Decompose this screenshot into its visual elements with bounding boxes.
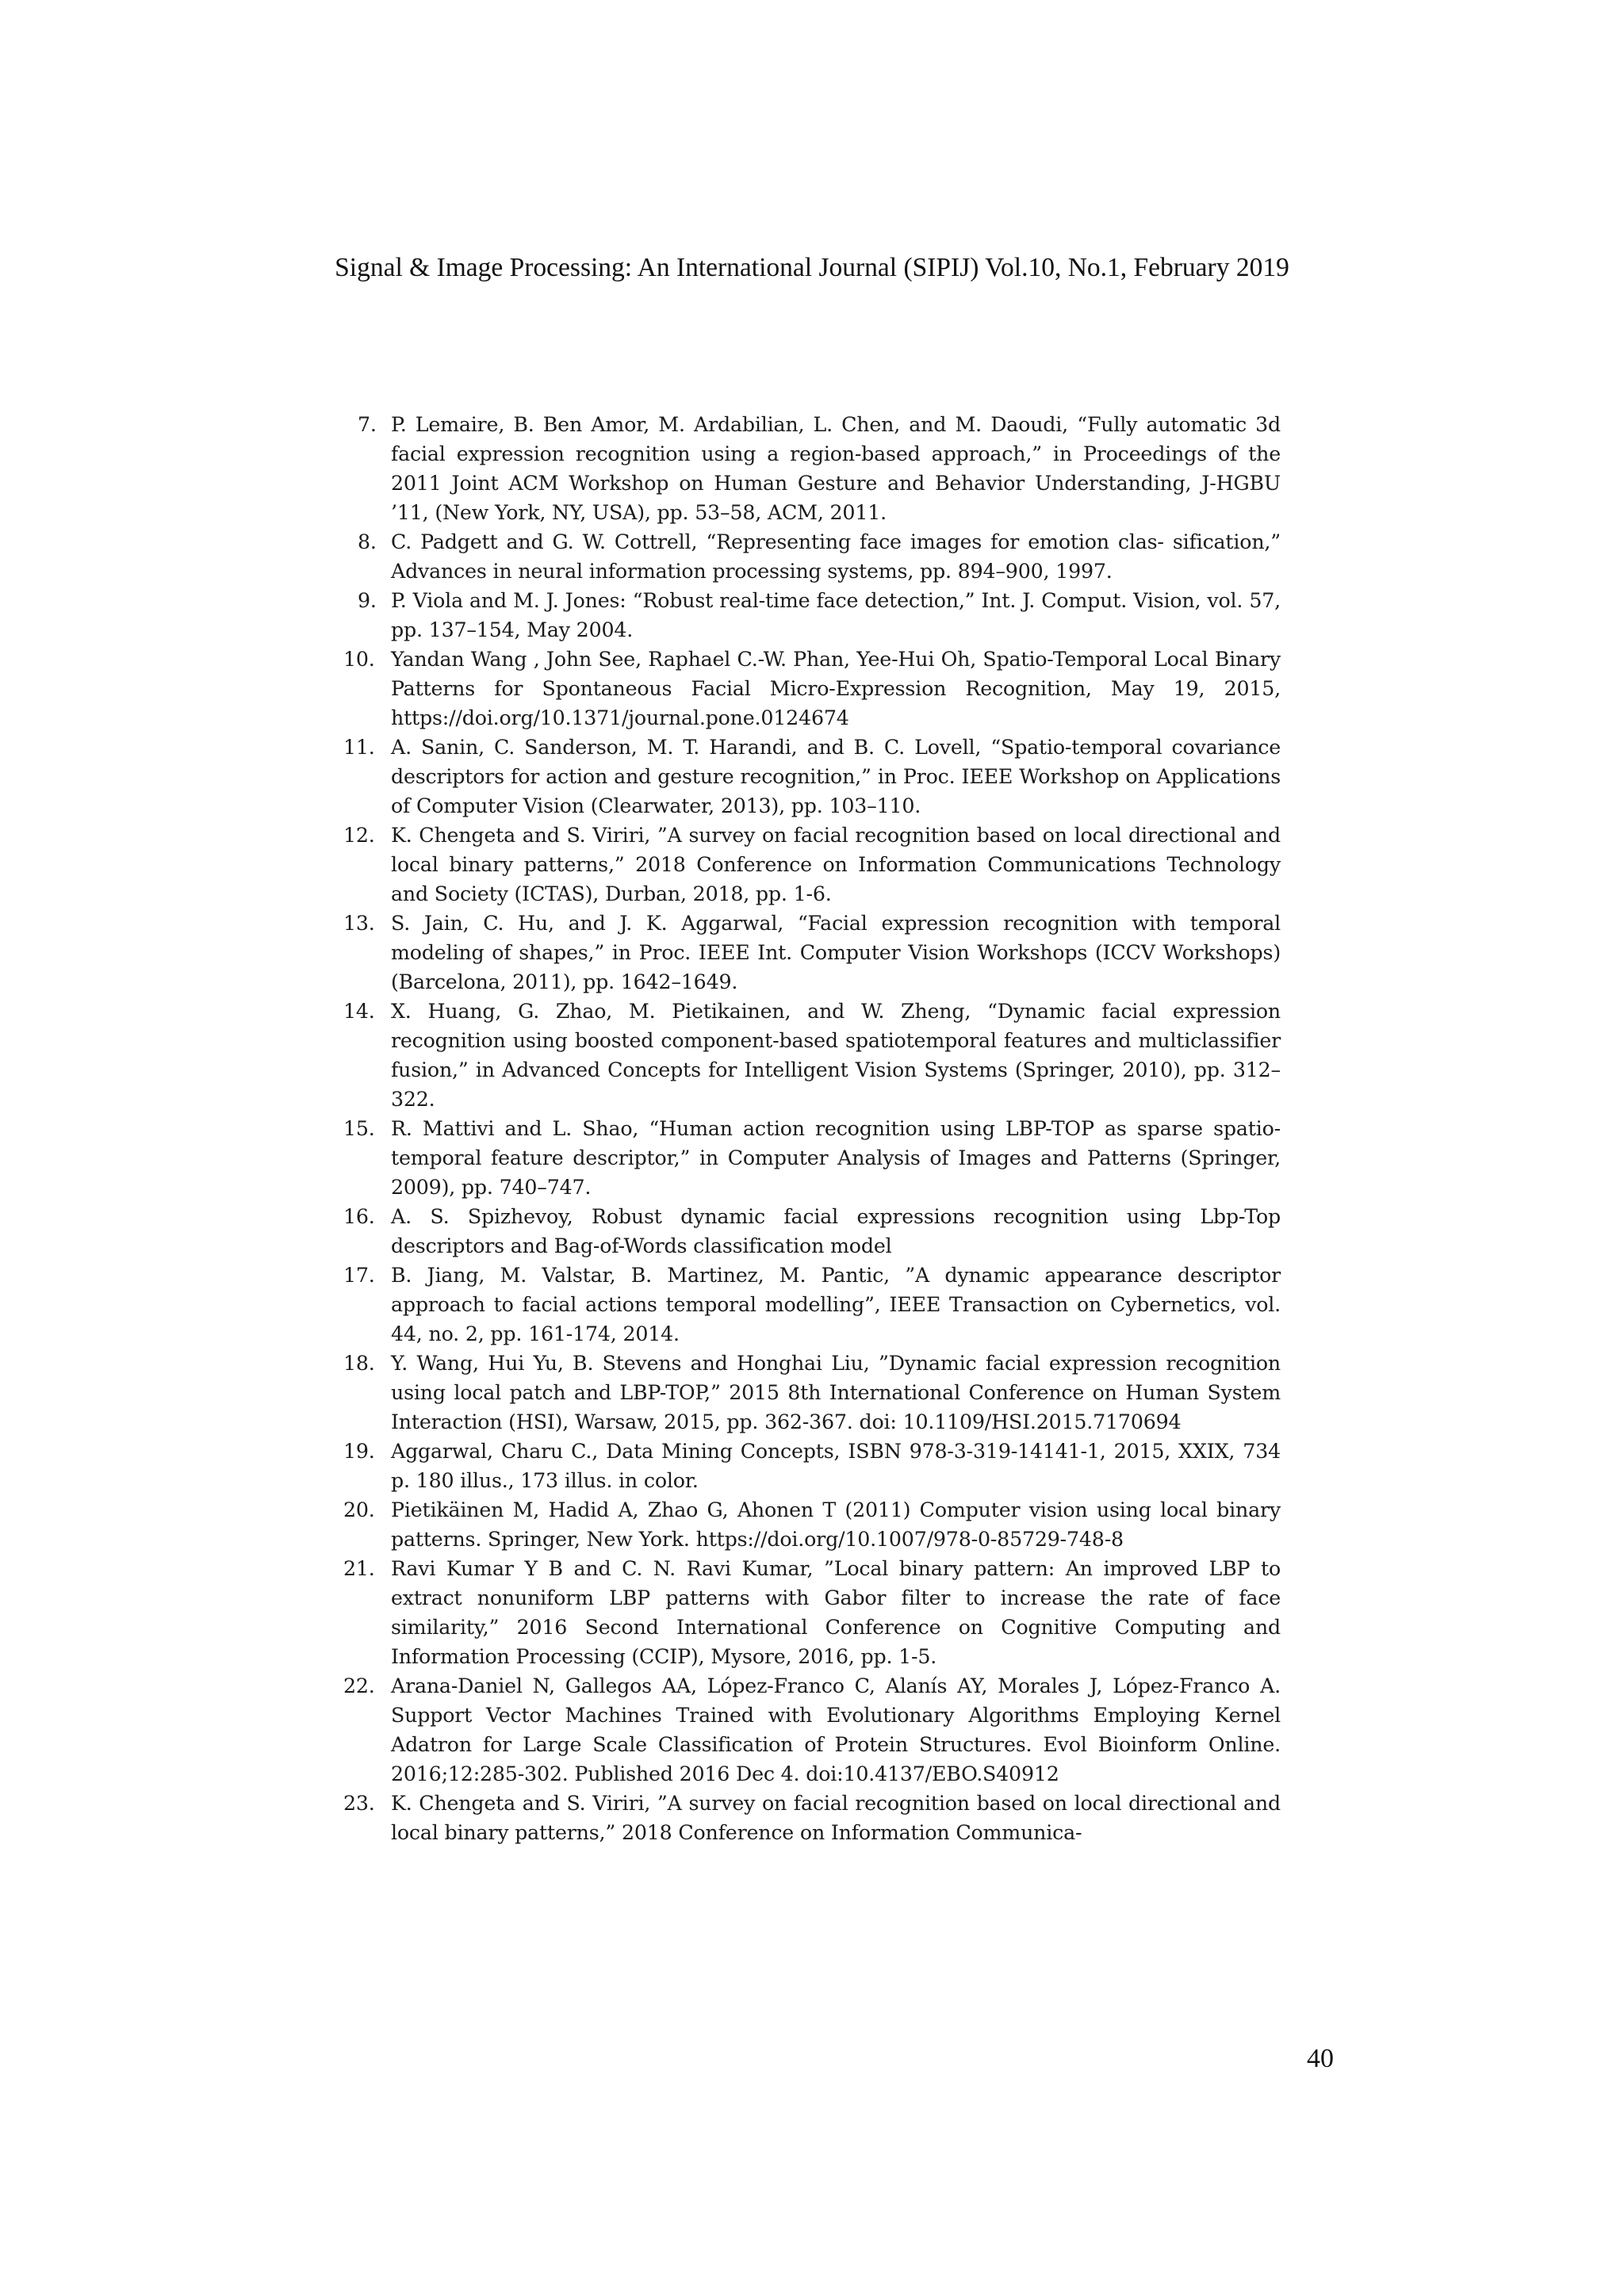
reference-item xyxy=(358,527,1281,586)
reference-item xyxy=(343,1261,1281,1349)
page-number: 40 xyxy=(1307,2044,1334,2073)
reference-text: Pietikäinen M, Hadid A, Zhao G, Ahonen T (2011) Computer vision using local binary patterns. Springer, New York. https://doi.org/10.1007/978-0-85729-748-8 xyxy=(391,1498,1281,1551)
reference-item xyxy=(358,586,1281,645)
reference-text: K. Chengeta and S. Viriri, ”A survey on facial recognition based on local directional and local binary patterns,” 2018 Conference on Information Communica- xyxy=(391,1792,1281,1844)
reference-number: 20. xyxy=(343,1498,375,1521)
reference-text: B. Jiang, M. Valstar, B. Martinez, M. Pantic, ”A dynamic appearance descriptor approach to facial actions temporal modelling”, IEEE Transaction on Cybernetics, vol. 44, no. 2, pp. 161-174, 2014. xyxy=(391,1264,1281,1345)
reference-number: 11. xyxy=(343,736,375,759)
reference-item xyxy=(343,1349,1281,1437)
reference-text: Y. Wang, Hui Yu, B. Stevens and Honghai Liu, ”Dynamic facial expression recognition using local patch and LBP-TOP,” 2015 8th International Conference on Human System Interaction (HSI), Warsaw, 2015, pp. 362-367. doi: 10.1109/HSI.2015.7170694 xyxy=(391,1352,1281,1433)
reference-text: Ravi Kumar Y B and C. N. Ravi Kumar, ”Local binary pattern: An improved LBP to extract nonuniform LBP patterns with Gabor filter to increase the rate of face similarity,” 2016 Second International Conference on Cognitive Computing and Information Processing (CCIP), Mysore, 2016, pp. 1-5. xyxy=(391,1557,1281,1668)
reference-text: S. Jain, C. Hu, and J. K. Aggarwal, “Facial expression recognition with temporal modeling of shapes,” in Proc. IEEE Int. Computer Vision Workshops (ICCV Workshops) (Barcelona, 2011), pp. 1642–1649. xyxy=(391,912,1281,993)
reference-text: Aggarwal, Charu C., Data Mining Concepts, ISBN 978-3-319-14141-1, 2015, XXIX, 734 p. 180 illus., 173 illus. in color. xyxy=(391,1440,1281,1492)
reference-item xyxy=(343,1789,1281,1847)
reference-number: 15. xyxy=(343,1117,375,1140)
reference-item xyxy=(343,645,1281,733)
reference-item xyxy=(343,909,1281,997)
reference-item xyxy=(343,1202,1281,1261)
running-header: Signal & Image Processing: An International Journal (SIPIJ) Vol.10, No.1, February 2019 xyxy=(335,253,1289,282)
reference-text: X. Huang, G. Zhao, M. Pietikainen, and W. Zheng, “Dynamic facial expression recognition using boosted component-based spatiotemporal features and multiclassifier fusion,” in Advanced Concepts for Intelligent Vision Systems (Springer, 2010), pp. 312–322. xyxy=(391,1000,1281,1111)
reference-text: C. Padgett and G. W. Cottrell, “Representing face images for emotion clas- sification,” Advances in neural information processing systems, pp. 894–900, 1997. xyxy=(391,530,1281,583)
reference-number: 8. xyxy=(358,530,377,553)
reference-text: K. Chengeta and S. Viriri, ”A survey on facial recognition based on local directional and local binary patterns,” 2018 Conference on Information Communications Technology and Society (ICTAS), Durban, 2018, pp. 1-6. xyxy=(391,824,1281,905)
reference-item xyxy=(343,1495,1281,1554)
reference-item xyxy=(358,410,1281,527)
reference-item xyxy=(343,1671,1281,1789)
reference-number: 17. xyxy=(343,1264,375,1287)
reference-list xyxy=(343,410,1281,1847)
reference-number: 23. xyxy=(343,1792,375,1815)
reference-item xyxy=(343,821,1281,909)
reference-item xyxy=(343,1114,1281,1202)
reference-item xyxy=(343,997,1281,1114)
reference-item xyxy=(343,1554,1281,1671)
reference-text: Yandan Wang , John See, Raphael C.-W. Phan, Yee-Hui Oh, Spatio-Temporal Local Binary Patterns for Spontaneous Facial Micro-Expression Recognition, May 19, 2015, https://doi.org/10.1371/journal.pone.0124674 xyxy=(391,648,1281,729)
reference-number: 13. xyxy=(343,912,375,935)
reference-number: 7. xyxy=(358,413,377,436)
reference-text: Arana-Daniel N, Gallegos AA, López-Franco C, Alanís AY, Morales J, López-Franco A. Support Vector Machines Trained with Evolutionary Algorithms Employing Kernel Adatron for Large Scale Classification of Protein Structures. Evol Bioinform Online. 2016;12:285-302. Published 2016 Dec 4. doi:10.4137/EBO.S40912 xyxy=(391,1674,1281,1785)
reference-number: 9. xyxy=(358,589,377,612)
reference-number: 16. xyxy=(343,1205,375,1228)
reference-text: P. Viola and M. J. Jones: “Robust real-time face detection,” Int. J. Comput. Vision, vol. 57, pp. 137–154, May 2004. xyxy=(391,589,1281,641)
reference-text: A. S. Spizhevoy, Robust dynamic facial expressions recognition using Lbp-Top descriptors and Bag-of-Words classification model xyxy=(391,1205,1281,1257)
reference-item xyxy=(343,1437,1281,1495)
reference-number: 19. xyxy=(343,1440,375,1463)
reference-number: 18. xyxy=(343,1352,375,1375)
reference-text: R. Mattivi and L. Shao, “Human action recognition using LBP-TOP as sparse spatio-temporal feature descriptor,” in Computer Analysis of Images and Patterns (Springer, 2009), pp. 740–747. xyxy=(391,1117,1281,1199)
reference-number: 22. xyxy=(343,1674,375,1697)
reference-number: 12. xyxy=(343,824,375,847)
reference-item xyxy=(343,733,1281,821)
reference-number: 14. xyxy=(343,1000,375,1023)
reference-text: A. Sanin, C. Sanderson, M. T. Harandi, and B. C. Lovell, “Spatio-temporal covariance descriptors for action and gesture recognition,” in Proc. IEEE Workshop on Applications of Computer Vision (Clearwater, 2013), pp. 103–110. xyxy=(391,736,1281,817)
reference-number: 21. xyxy=(343,1557,375,1580)
reference-number: 10. xyxy=(343,648,375,671)
reference-text: P. Lemaire, B. Ben Amor, M. Ardabilian, L. Chen, and M. Daoudi, “Fully automatic 3d facial expression recognition using a region-based approach,” in Proceedings of the 2011 Joint ACM Workshop on Human Gesture and Behavior Understanding, J-HGBU ’11, (New York, NY, USA), pp. 53–58, ACM, 2011. xyxy=(391,413,1281,524)
